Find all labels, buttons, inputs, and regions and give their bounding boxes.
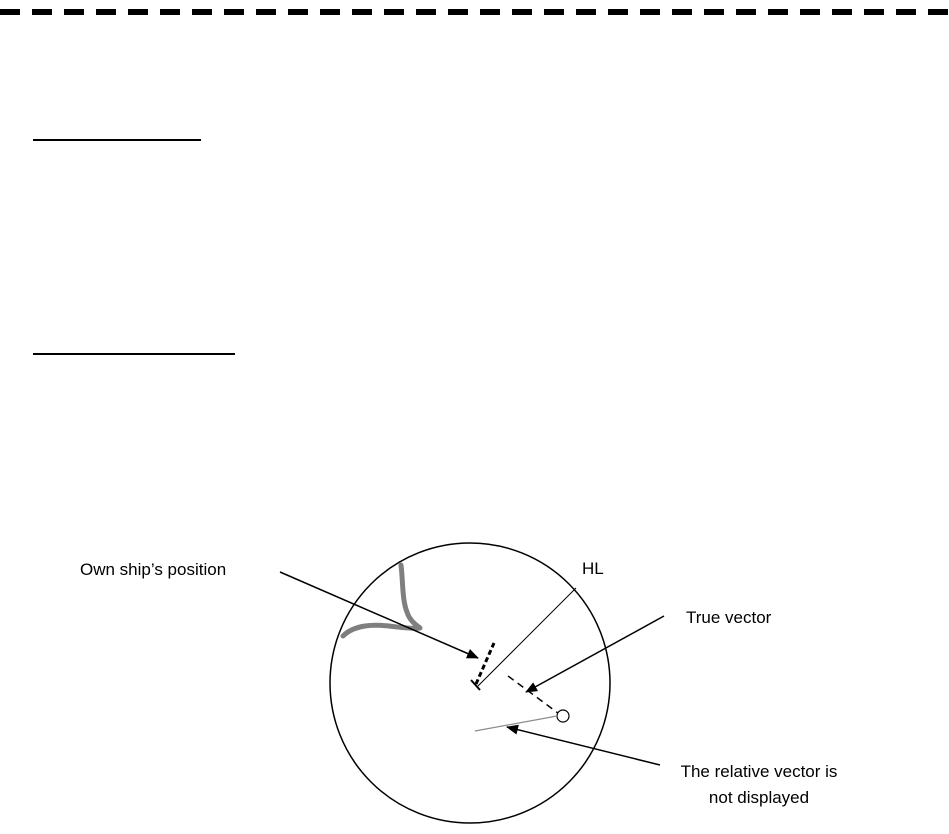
radar-screen-circle [330, 543, 610, 823]
own-ship-position-arrow [280, 572, 478, 658]
true-vector-label: True vector [686, 608, 772, 627]
relative-vector-label-line-2: not displayed [708, 788, 810, 807]
relative-vector-label-line-1: The relative vector is [680, 762, 838, 781]
target-symbol [557, 710, 569, 722]
target-true-vector [508, 676, 562, 716]
relative-vector-arrow [507, 727, 660, 765]
heading-line-label: HL [582, 559, 604, 578]
coastline-echo [343, 565, 420, 636]
heading-line [478, 588, 576, 686]
own-ship-true-vector [476, 643, 494, 684]
own-ship-position-label: Own ship’s position [80, 560, 227, 579]
true-vector-arrow [526, 616, 664, 692]
